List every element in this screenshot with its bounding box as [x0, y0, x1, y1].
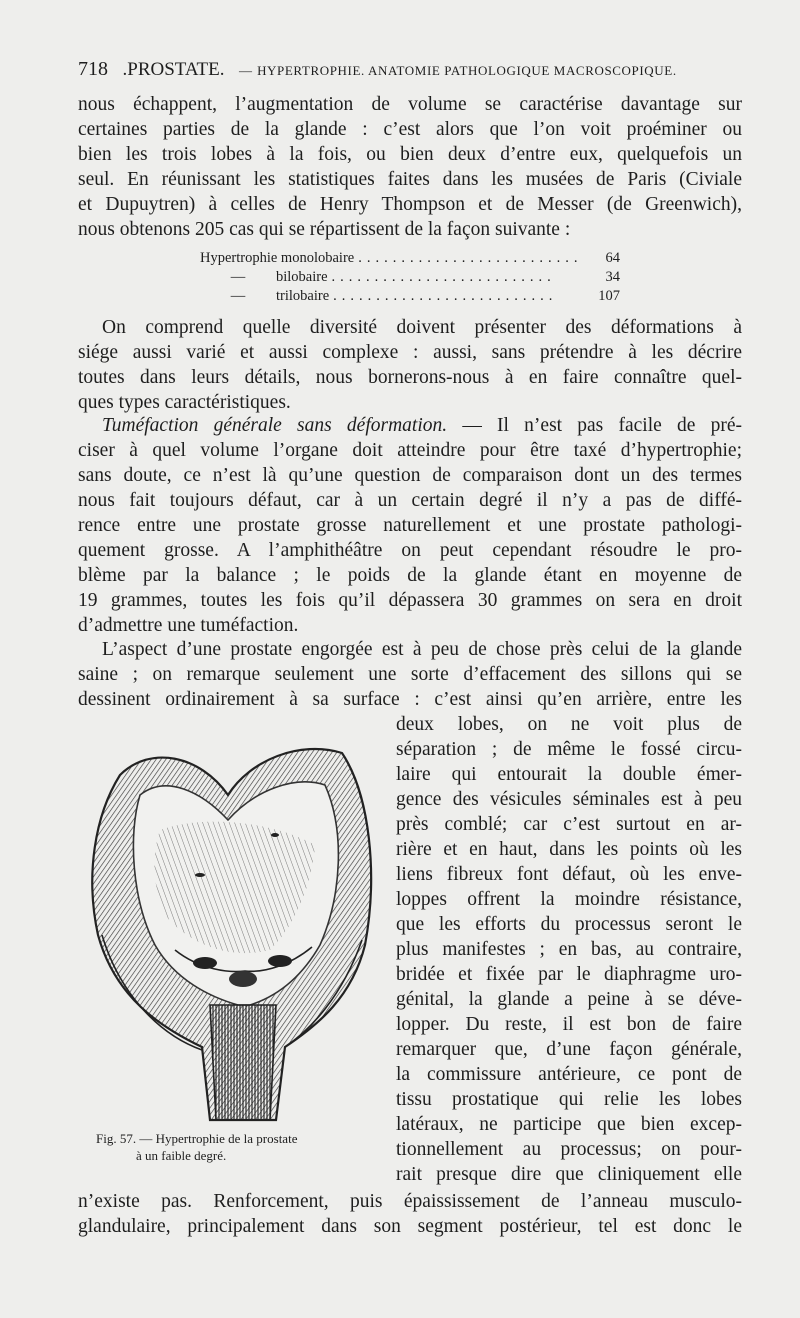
header-title: .PROSTATE. — [122, 59, 225, 80]
stats-dash: — — [230, 269, 246, 285]
text-line: deux lobes, on ne voit plus de — [396, 714, 742, 735]
prostate-illustration — [80, 735, 380, 1127]
text-line: génital, la glande a peine à se déve- — [396, 989, 742, 1010]
text-line: plus manifestes ; en bas, au contraire, — [396, 939, 742, 960]
orifice-left — [193, 957, 217, 969]
stats-label: bilobaire — [276, 269, 328, 285]
paragraph-intro — [78, 92, 742, 242]
caption-text: — Hypertrophie de la prostate — [139, 1131, 298, 1146]
text-line: latéraux, ne participe que bien excep- — [396, 1114, 742, 1135]
paragraph-aspect-column — [396, 712, 742, 1187]
spot — [271, 833, 279, 837]
stats-row — [200, 287, 620, 306]
stats-dash: — — [230, 288, 246, 304]
figure-label: Fig. 57. — [96, 1131, 137, 1146]
text-line: 19 grammes, toutes les fois qu’il dépassera 30 grammes on sera en droit — [78, 590, 742, 611]
text-line: gence des vésicules séminales est à peu — [396, 789, 742, 810]
urethra-stem — [210, 1005, 276, 1120]
page-number: 718 — [78, 58, 108, 80]
orifice-center — [229, 971, 257, 987]
text-line: certaines parties de la glande : c’est alors que l’on voit proéminer ou — [78, 119, 742, 140]
text-line: toutes dans leurs détails, nous bornerons-nous à en faire connaître quel- — [78, 367, 742, 388]
statistics-table — [200, 249, 620, 306]
stats-value: 107 — [598, 288, 620, 304]
text-line: ciser à quel volume l’organe doit atteindre pour être taxé d’hypertrophie; — [78, 440, 742, 461]
text-line: ques types caractéristiques. — [78, 392, 291, 413]
running-header — [78, 58, 758, 81]
text-line: bien les trois lobes à la fois, ou bien deux d’entre eux, quelquefois un — [78, 144, 742, 165]
leader-dots: .......................... — [333, 288, 558, 304]
text-line: bridée et fixée par le diaphragme uro- — [396, 964, 742, 985]
text-line: et Dupuytren) à celles de Henry Thompson et de Messer (de Greenwich), — [78, 194, 742, 215]
text-line: quement grosse. A l’amphithéâtre on peut cependant résoudre le pro- — [78, 540, 742, 561]
text-line: nous fait toujours défaut, car à un certain degré il n’y a pas de diffé- — [78, 490, 742, 511]
orifice-right — [268, 955, 292, 967]
figure-caption — [96, 1130, 386, 1164]
text-line: rence entre une prostate grosse naturellement et une prostate pathologi- — [78, 515, 742, 536]
paragraph-conclusion — [78, 1189, 742, 1239]
leader-dots: .......................... — [331, 269, 556, 285]
caption-line — [96, 1130, 386, 1147]
text-line: dessinent ordinairement à sa surface : c’est ainsi qu’en arrière, entre les — [78, 689, 742, 710]
heading-rest: — Il n’est pas facile de pré- — [447, 415, 742, 436]
text-line: remarquer que, d’une façon générale, — [396, 1039, 742, 1060]
text-line: tionnellement au processus; on pour- — [396, 1139, 742, 1160]
text-line: liens fibreux font défaut, où les enve- — [396, 864, 742, 885]
paragraph-diversity — [78, 315, 742, 415]
stats-value: 64 — [605, 250, 620, 266]
header-subtitle: HYPERTROPHIE. ANATOMIE PATHOLOGIQUE MACROSCOPIQUE. — [257, 63, 677, 78]
text-line: lopper. Du reste, il est bon de faire — [396, 1014, 742, 1035]
text-line: rière et en haut, dans les points où les — [396, 839, 742, 860]
stats-row — [200, 249, 620, 268]
text-line: laire qui entourait la double émer- — [396, 764, 742, 785]
text-line: nous obtenons 205 cas qui se répartissent de la façon suivante : — [78, 219, 571, 240]
text-line: près comblé; car c’est surtout en ar- — [396, 814, 742, 835]
text-line: loppes offrent la moindre résistance, — [396, 889, 742, 910]
stats-label: Hypertrophie monolobaire — [200, 250, 355, 266]
stats-label: trilobaire — [276, 288, 330, 304]
stats-value: 34 — [605, 269, 620, 285]
text-line: nous échappent, l’augmentation de volume se caractérise davantage sur — [78, 94, 742, 115]
paragraph-aspect — [78, 637, 742, 712]
text-line: glandulaire, principalement dans son segment postérieur, tel est donc le — [78, 1216, 742, 1237]
paragraph-tumefaction — [78, 413, 742, 638]
stats-row — [200, 268, 620, 287]
header-dash: — — [238, 63, 253, 78]
spot — [195, 873, 205, 877]
text-line: saine ; on remarque seulement une sorte d’effacement des sillons qui se — [78, 664, 742, 685]
text-line: sans doute, ce n’est là qu’une question de comparaison dont un des termes — [78, 465, 742, 486]
text-line: tissu prostatique qui relie les lobes — [396, 1089, 742, 1110]
text-line: L’aspect d’une prostate engorgée est à peu de chose près celui de la glande — [102, 639, 742, 660]
text-line: d’admettre une tuméfaction. — [78, 615, 299, 636]
caption-line: à un faible degré. — [136, 1148, 227, 1163]
engraving-figure — [80, 735, 380, 1127]
text-line — [78, 413, 742, 438]
text-line: que les efforts du processus seront le — [396, 914, 742, 935]
text-line: siége aussi varié et aussi complexe : aussi, sans prétendre à les décrire — [78, 342, 742, 363]
text-line: seul. En réunissant les statistiques faites dans les musées de Paris (Civiale — [78, 169, 742, 190]
text-line: n’existe pas. Renforcement, puis épaississement de l’anneau musculo- — [78, 1191, 742, 1212]
text-line: la commissure antérieure, ce pont de — [396, 1064, 742, 1085]
text-line: rait presque dire que cliniquement elle — [396, 1164, 742, 1185]
text-line: On comprend quelle diversité doivent présenter des déformations à — [102, 317, 742, 338]
section-heading: Tuméfaction générale sans déformation. — [102, 415, 448, 436]
text-line: blème par la balance ; le poids de la glande étant en moyenne de — [78, 565, 742, 586]
leader-dots: .......................... — [358, 250, 582, 266]
text-line: séparation ; de même le fossé circu- — [396, 739, 742, 760]
